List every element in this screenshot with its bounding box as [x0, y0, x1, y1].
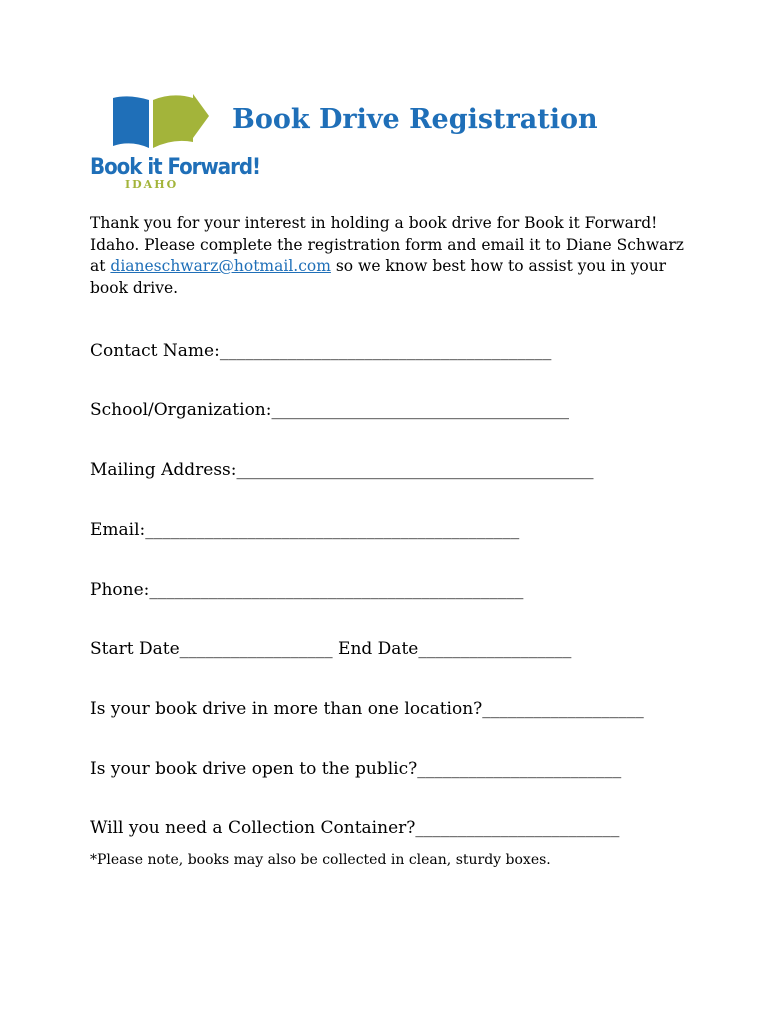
email-link[interactable]: dianeschwarz@hotmail.com: [110, 257, 331, 275]
email-field[interactable]: Email:____________________________________________: [90, 520, 520, 540]
school-organization-field[interactable]: School/Organization:___________________________________: [90, 400, 569, 420]
collection-container-field[interactable]: Will you need a Collection Container?________________________: [90, 818, 620, 838]
open-to-public-field[interactable]: Is your book drive open to the public?________________________: [90, 759, 622, 779]
logo-text-sub: IDAHO: [125, 178, 179, 191]
phone-field[interactable]: Phone:____________________________________________: [90, 580, 524, 600]
book-it-forward-logo: [89, 92, 261, 191]
footnote: *Please note, books may also be collected in clean, sturdy boxes.: [90, 852, 551, 868]
intro-text-start: Thank you for your interest in holding a book drive for Book it Forward! Idaho. Please complete the registration form and email it to Diane Schwarz at: [90, 214, 684, 275]
multiple-location-field[interactable]: Is your book drive in more than one location?___________________: [90, 699, 644, 719]
book-logo-icon: [89, 92, 261, 191]
logo-text-main: Book it Forward!: [90, 155, 261, 180]
start-end-date-fields[interactable]: Start Date__________________ End Date__________________: [90, 639, 572, 659]
contact-name-field[interactable]: Contact Name:_______________________________________: [90, 341, 552, 361]
mailing-address-field[interactable]: Mailing Address:__________________________________________: [90, 460, 594, 480]
intro-text-end: so we know best how to assist you in your book drive.: [90, 257, 667, 297]
intro-paragraph: [90, 213, 700, 299]
page-title: Book Drive Registration: [232, 104, 598, 135]
